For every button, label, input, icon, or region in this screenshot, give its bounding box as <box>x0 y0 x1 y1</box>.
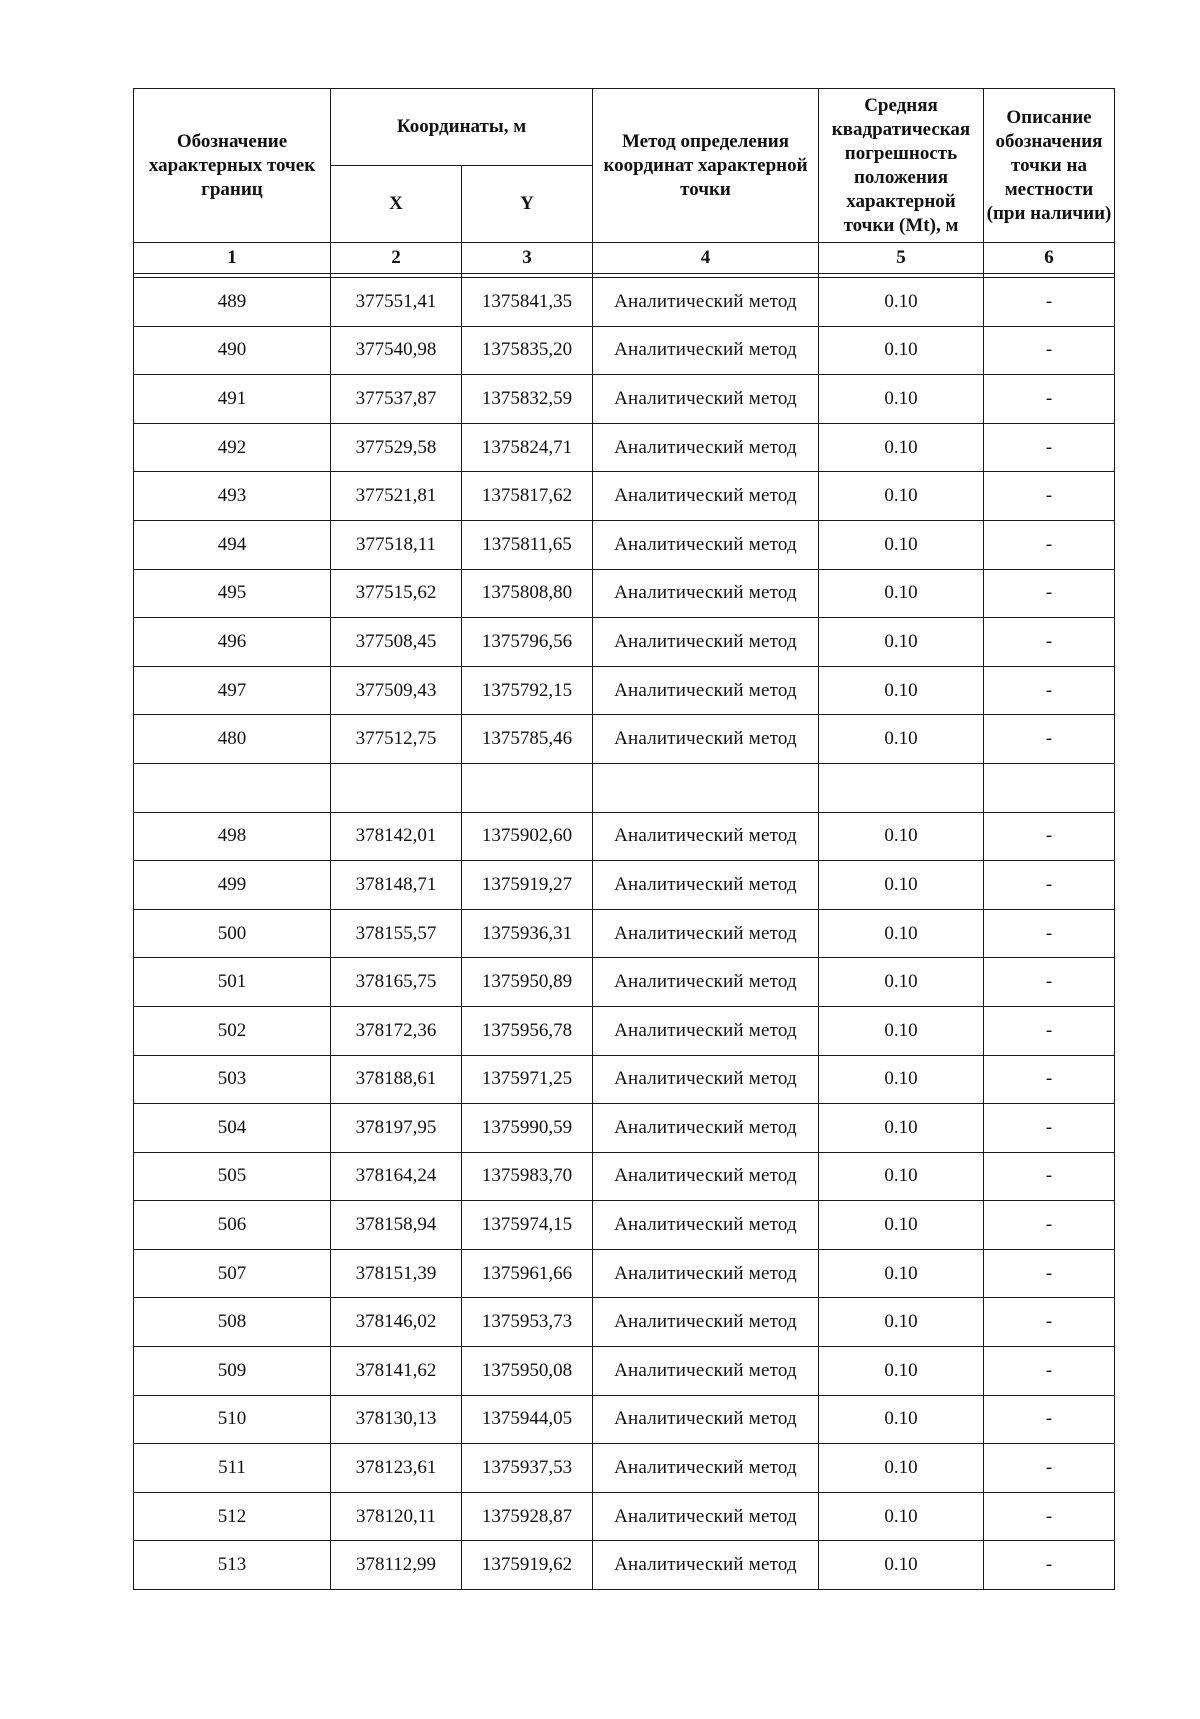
x-coordinate-cell: 377521,81 <box>331 472 462 521</box>
method-cell: Аналитический метод <box>593 1055 819 1104</box>
table-row <box>134 1541 1115 1590</box>
point-id-cell <box>134 763 331 812</box>
x-coordinate-cell: 377512,75 <box>331 715 462 764</box>
error-cell: 0.10 <box>819 812 984 861</box>
y-coordinate-cell: 1375808,80 <box>462 569 593 618</box>
error-cell: 0.10 <box>819 472 984 521</box>
header-method: Метод определения координат характерной точки <box>593 89 819 243</box>
y-coordinate-cell: 1375811,65 <box>462 520 593 569</box>
error-cell: 0.10 <box>819 569 984 618</box>
method-cell: Аналитический метод <box>593 569 819 618</box>
x-coordinate-cell: 378142,01 <box>331 812 462 861</box>
table-row <box>134 1055 1115 1104</box>
x-coordinate-cell: 378146,02 <box>331 1298 462 1347</box>
table-row <box>134 618 1115 667</box>
error-cell: 0.10 <box>819 1395 984 1444</box>
point-id-cell: 501 <box>134 958 331 1007</box>
error-cell: 0.10 <box>819 1249 984 1298</box>
point-id-cell: 500 <box>134 909 331 958</box>
description-cell: - <box>984 569 1115 618</box>
method-cell: Аналитический метод <box>593 1249 819 1298</box>
y-coordinate-cell: 1375953,73 <box>462 1298 593 1347</box>
x-coordinate-cell: 378164,24 <box>331 1152 462 1201</box>
description-cell: - <box>984 861 1115 910</box>
table-row <box>134 1006 1115 1055</box>
description-cell: - <box>984 326 1115 375</box>
description-cell: - <box>984 1298 1115 1347</box>
method-cell: Аналитический метод <box>593 1006 819 1055</box>
y-coordinate-cell: 1375785,46 <box>462 715 593 764</box>
method-cell: Аналитический метод <box>593 909 819 958</box>
table-row <box>134 520 1115 569</box>
description-cell: - <box>984 1006 1115 1055</box>
table-row <box>134 1249 1115 1298</box>
method-cell: Аналитический метод <box>593 958 819 1007</box>
method-cell: Аналитический метод <box>593 1541 819 1590</box>
description-cell: - <box>984 909 1115 958</box>
y-coordinate-cell: 1375928,87 <box>462 1492 593 1541</box>
point-id-cell: 499 <box>134 861 331 910</box>
error-cell: 0.10 <box>819 618 984 667</box>
error-cell: 0.10 <box>819 1347 984 1396</box>
table-row <box>134 666 1115 715</box>
coordinates-table <box>133 88 1115 1590</box>
method-cell: Аналитический метод <box>593 1347 819 1396</box>
y-coordinate-cell: 1375950,89 <box>462 958 593 1007</box>
error-cell: 0.10 <box>819 375 984 424</box>
table-row <box>134 1152 1115 1201</box>
x-coordinate-cell: 378155,57 <box>331 909 462 958</box>
x-coordinate-cell: 377551,41 <box>331 278 462 327</box>
header-x: X <box>331 166 462 243</box>
x-coordinate-cell: 377529,58 <box>331 423 462 472</box>
method-cell: Аналитический метод <box>593 1492 819 1541</box>
error-cell: 0.10 <box>819 1055 984 1104</box>
y-coordinate-cell: 1375902,60 <box>462 812 593 861</box>
point-id-cell: 493 <box>134 472 331 521</box>
x-coordinate-cell: 378141,62 <box>331 1347 462 1396</box>
table-row <box>134 958 1115 1007</box>
error-cell: 0.10 <box>819 861 984 910</box>
table-header <box>134 89 1115 278</box>
y-coordinate-cell: 1375824,71 <box>462 423 593 472</box>
x-coordinate-cell: 378130,13 <box>331 1395 462 1444</box>
description-cell: - <box>984 1347 1115 1396</box>
table-row <box>134 278 1115 327</box>
description-cell <box>984 763 1115 812</box>
description-cell: - <box>984 1492 1115 1541</box>
description-cell: - <box>984 1541 1115 1590</box>
description-cell: - <box>984 472 1115 521</box>
error-cell: 0.10 <box>819 715 984 764</box>
point-id-cell: 507 <box>134 1249 331 1298</box>
description-cell: - <box>984 1395 1115 1444</box>
point-id-cell: 509 <box>134 1347 331 1396</box>
table-row <box>134 1347 1115 1396</box>
table-row <box>134 375 1115 424</box>
method-cell: Аналитический метод <box>593 278 819 327</box>
description-cell: - <box>984 618 1115 667</box>
column-number: 1 <box>134 243 331 274</box>
point-id-cell: 506 <box>134 1201 331 1250</box>
error-cell: 0.10 <box>819 1298 984 1347</box>
header-coordinates: Координаты, м <box>331 89 593 166</box>
column-number: 6 <box>984 243 1115 274</box>
description-cell: - <box>984 423 1115 472</box>
point-id-cell: 489 <box>134 278 331 327</box>
error-cell <box>819 763 984 812</box>
header-error: Средняя квадратическая погрешность положения характерной точки (Mt), м <box>819 89 984 243</box>
table-row <box>134 861 1115 910</box>
y-coordinate-cell: 1375817,62 <box>462 472 593 521</box>
method-cell: Аналитический метод <box>593 375 819 424</box>
x-coordinate-cell: 378123,61 <box>331 1444 462 1493</box>
point-id-cell: 494 <box>134 520 331 569</box>
y-coordinate-cell <box>462 763 593 812</box>
table-row <box>134 1444 1115 1493</box>
method-cell: Аналитический метод <box>593 1395 819 1444</box>
point-id-cell: 496 <box>134 618 331 667</box>
description-cell: - <box>984 1152 1115 1201</box>
point-id-cell: 505 <box>134 1152 331 1201</box>
column-number: 2 <box>331 243 462 274</box>
description-cell: - <box>984 375 1115 424</box>
description-cell: - <box>984 958 1115 1007</box>
y-coordinate-cell: 1375919,62 <box>462 1541 593 1590</box>
point-id-cell: 511 <box>134 1444 331 1493</box>
point-id-cell: 498 <box>134 812 331 861</box>
point-id-cell: 480 <box>134 715 331 764</box>
y-coordinate-cell: 1375971,25 <box>462 1055 593 1104</box>
header-description: Описание обозначения точки на местности (при наличии) <box>984 89 1115 243</box>
error-cell: 0.10 <box>819 520 984 569</box>
error-cell: 0.10 <box>819 1201 984 1250</box>
y-coordinate-cell: 1375983,70 <box>462 1152 593 1201</box>
table-row <box>134 423 1115 472</box>
error-cell: 0.10 <box>819 1152 984 1201</box>
description-cell: - <box>984 1104 1115 1153</box>
description-cell: - <box>984 812 1115 861</box>
error-cell: 0.10 <box>819 1006 984 1055</box>
x-coordinate-cell: 378151,39 <box>331 1249 462 1298</box>
error-cell: 0.10 <box>819 1492 984 1541</box>
method-cell: Аналитический метод <box>593 666 819 715</box>
point-id-cell: 492 <box>134 423 331 472</box>
description-cell: - <box>984 715 1115 764</box>
x-coordinate-cell: 377537,87 <box>331 375 462 424</box>
method-cell: Аналитический метод <box>593 520 819 569</box>
x-coordinate-cell <box>331 763 462 812</box>
table-row <box>134 1104 1115 1153</box>
column-number: 5 <box>819 243 984 274</box>
method-cell: Аналитический метод <box>593 1298 819 1347</box>
point-id-cell: 497 <box>134 666 331 715</box>
table-row <box>134 715 1115 764</box>
header-y: Y <box>462 166 593 243</box>
description-cell: - <box>984 278 1115 327</box>
point-id-cell: 510 <box>134 1395 331 1444</box>
table-row <box>134 1201 1115 1250</box>
method-cell: Аналитический метод <box>593 618 819 667</box>
error-cell: 0.10 <box>819 909 984 958</box>
point-id-cell: 495 <box>134 569 331 618</box>
point-id-cell: 502 <box>134 1006 331 1055</box>
y-coordinate-cell: 1375936,31 <box>462 909 593 958</box>
table-row <box>134 812 1115 861</box>
column-numbers-row <box>134 243 1115 274</box>
y-coordinate-cell: 1375796,56 <box>462 618 593 667</box>
y-coordinate-cell: 1375835,20 <box>462 326 593 375</box>
description-cell: - <box>984 1055 1115 1104</box>
description-cell: - <box>984 666 1115 715</box>
x-coordinate-cell: 378158,94 <box>331 1201 462 1250</box>
point-id-cell: 504 <box>134 1104 331 1153</box>
header-designation: Обозначение характерных точек границ <box>134 89 331 243</box>
table-row <box>134 472 1115 521</box>
table-row <box>134 1492 1115 1541</box>
point-id-cell: 508 <box>134 1298 331 1347</box>
table-row <box>134 1395 1115 1444</box>
table-row <box>134 909 1115 958</box>
method-cell: Аналитический метод <box>593 861 819 910</box>
table-body <box>134 278 1115 1590</box>
error-cell: 0.10 <box>819 278 984 327</box>
x-coordinate-cell: 377508,45 <box>331 618 462 667</box>
error-cell: 0.10 <box>819 1444 984 1493</box>
y-coordinate-cell: 1375919,27 <box>462 861 593 910</box>
error-cell: 0.10 <box>819 958 984 1007</box>
x-coordinate-cell: 378188,61 <box>331 1055 462 1104</box>
x-coordinate-cell: 377518,11 <box>331 520 462 569</box>
error-cell: 0.10 <box>819 326 984 375</box>
x-coordinate-cell: 378172,36 <box>331 1006 462 1055</box>
point-id-cell: 513 <box>134 1541 331 1590</box>
description-cell: - <box>984 1444 1115 1493</box>
method-cell: Аналитический метод <box>593 812 819 861</box>
y-coordinate-cell: 1375792,15 <box>462 666 593 715</box>
x-coordinate-cell: 378165,75 <box>331 958 462 1007</box>
error-cell: 0.10 <box>819 423 984 472</box>
point-id-cell: 491 <box>134 375 331 424</box>
y-coordinate-cell: 1375937,53 <box>462 1444 593 1493</box>
table-row <box>134 763 1115 812</box>
table-row <box>134 569 1115 618</box>
point-id-cell: 503 <box>134 1055 331 1104</box>
y-coordinate-cell: 1375944,05 <box>462 1395 593 1444</box>
point-id-cell: 512 <box>134 1492 331 1541</box>
method-cell: Аналитический метод <box>593 326 819 375</box>
y-coordinate-cell: 1375990,59 <box>462 1104 593 1153</box>
method-cell: Аналитический метод <box>593 1104 819 1153</box>
x-coordinate-cell: 378197,95 <box>331 1104 462 1153</box>
method-cell: Аналитический метод <box>593 1444 819 1493</box>
error-cell: 0.10 <box>819 1541 984 1590</box>
method-cell: Аналитический метод <box>593 1201 819 1250</box>
x-coordinate-cell: 377540,98 <box>331 326 462 375</box>
y-coordinate-cell: 1375950,08 <box>462 1347 593 1396</box>
column-number: 4 <box>593 243 819 274</box>
table-row <box>134 326 1115 375</box>
y-coordinate-cell: 1375832,59 <box>462 375 593 424</box>
y-coordinate-cell: 1375956,78 <box>462 1006 593 1055</box>
method-cell <box>593 763 819 812</box>
x-coordinate-cell: 378148,71 <box>331 861 462 910</box>
x-coordinate-cell: 377515,62 <box>331 569 462 618</box>
column-number: 3 <box>462 243 593 274</box>
y-coordinate-cell: 1375961,66 <box>462 1249 593 1298</box>
x-coordinate-cell: 377509,43 <box>331 666 462 715</box>
y-coordinate-cell: 1375974,15 <box>462 1201 593 1250</box>
method-cell: Аналитический метод <box>593 423 819 472</box>
method-cell: Аналитический метод <box>593 1152 819 1201</box>
description-cell: - <box>984 520 1115 569</box>
method-cell: Аналитический метод <box>593 715 819 764</box>
x-coordinate-cell: 378112,99 <box>331 1541 462 1590</box>
description-cell: - <box>984 1201 1115 1250</box>
x-coordinate-cell: 378120,11 <box>331 1492 462 1541</box>
description-cell: - <box>984 1249 1115 1298</box>
method-cell: Аналитический метод <box>593 472 819 521</box>
error-cell: 0.10 <box>819 666 984 715</box>
table-row <box>134 1298 1115 1347</box>
point-id-cell: 490 <box>134 326 331 375</box>
error-cell: 0.10 <box>819 1104 984 1153</box>
y-coordinate-cell: 1375841,35 <box>462 278 593 327</box>
